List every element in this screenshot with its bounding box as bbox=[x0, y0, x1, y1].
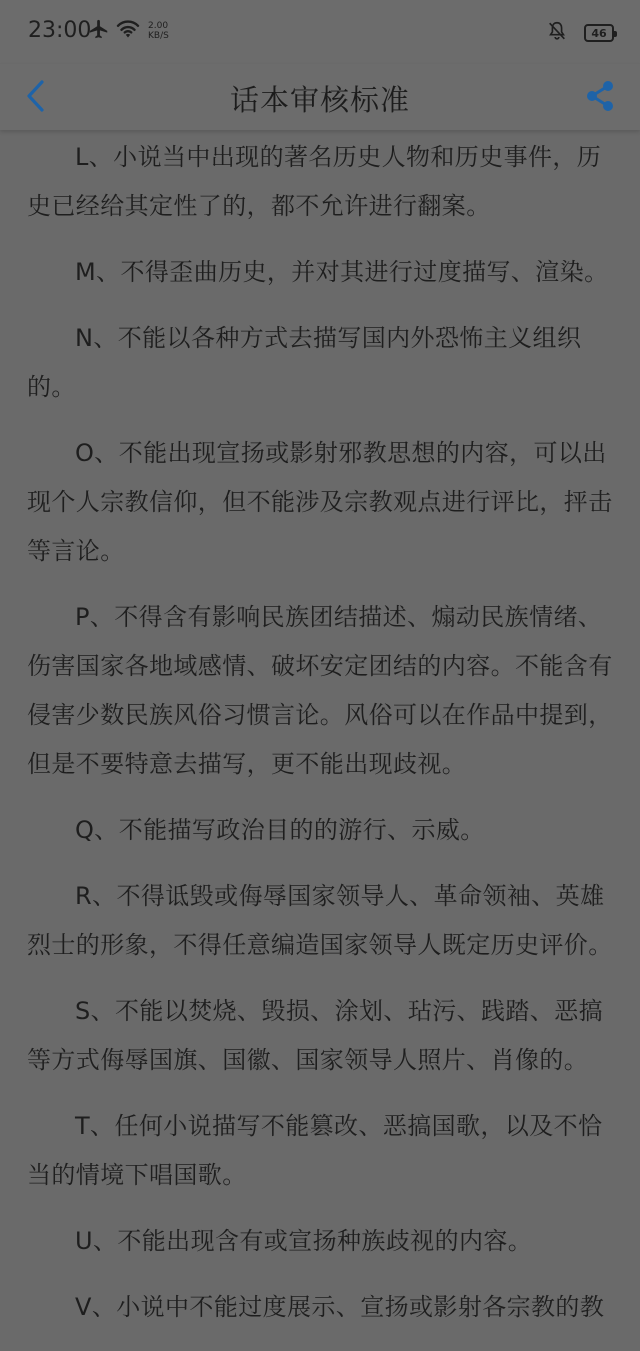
paragraph-l: L、小说当中出现的著名历史人物和历史事件，历史已经给其定性了的，都不允许进行翻案。 bbox=[27, 143, 602, 220]
paragraph-o: O、不能出现宣扬或影射邪教思想的内容，可以出现个人宗教信仰，但不能涉及宗教观点进行评比，抨击等言论。 bbox=[27, 439, 613, 565]
battery-level: 46 bbox=[591, 26, 607, 40]
status-icons-left bbox=[88, 18, 169, 44]
status-bar bbox=[0, 0, 640, 64]
share-icon bbox=[583, 79, 617, 113]
battery-icon bbox=[584, 24, 614, 42]
paragraph-s: S、不能以焚烧、毁损、涂划、玷污、践踏、恶搞等方式侮辱国旗、国徽、国家领导人照片、肖像的。 bbox=[27, 997, 604, 1074]
net-speed-value: 2.00 bbox=[148, 21, 169, 31]
wifi-icon bbox=[116, 19, 140, 43]
paragraph-u: U、不能出现含有或宣扬种族歧视的内容。 bbox=[75, 1227, 533, 1255]
status-icons-right bbox=[546, 20, 614, 46]
status-time: 23:00 bbox=[28, 18, 92, 43]
paragraph-r: R、不得诋毁或侮辱国家领导人、革命领袖、英雄烈士的形象，不得任意编造国家领导人既定历史评价。 bbox=[27, 882, 613, 959]
paragraph-m: M、不得歪曲历史，并对其进行过度描写、渲染。 bbox=[75, 258, 609, 286]
page-title: 话本审核标准 bbox=[229, 83, 410, 117]
paragraph-v: V、小说中不能过度展示、宣扬或影射各宗教的教 bbox=[75, 1293, 605, 1321]
article-body bbox=[27, 133, 617, 1349]
nav-bar bbox=[0, 64, 640, 130]
share-button[interactable] bbox=[582, 78, 618, 114]
paragraph-p: P、不得含有影响民族团结描述、煽动民族情绪、伤害国家各地域感情、破坏安定团结的内容。不能含有侵害少数民族风俗习惯言论。风俗可以在作品中提到，但是不要特意去描写，更不能出现歧视。 bbox=[27, 603, 613, 778]
net-speed bbox=[148, 21, 169, 41]
mute-bell-icon bbox=[546, 20, 568, 46]
paragraph-q: Q、不能描写政治目的的游行、示威。 bbox=[75, 816, 485, 844]
net-speed-unit: KB/S bbox=[148, 31, 169, 41]
paragraph-n: N、不能以各种方式去描写国内外恐怖主义组织的。 bbox=[27, 324, 582, 401]
paragraph-t: T、任何小说描写不能篡改、恶搞国歌，以及不恰当的情境下唱国歌。 bbox=[27, 1112, 603, 1189]
airplane-icon bbox=[88, 18, 110, 44]
